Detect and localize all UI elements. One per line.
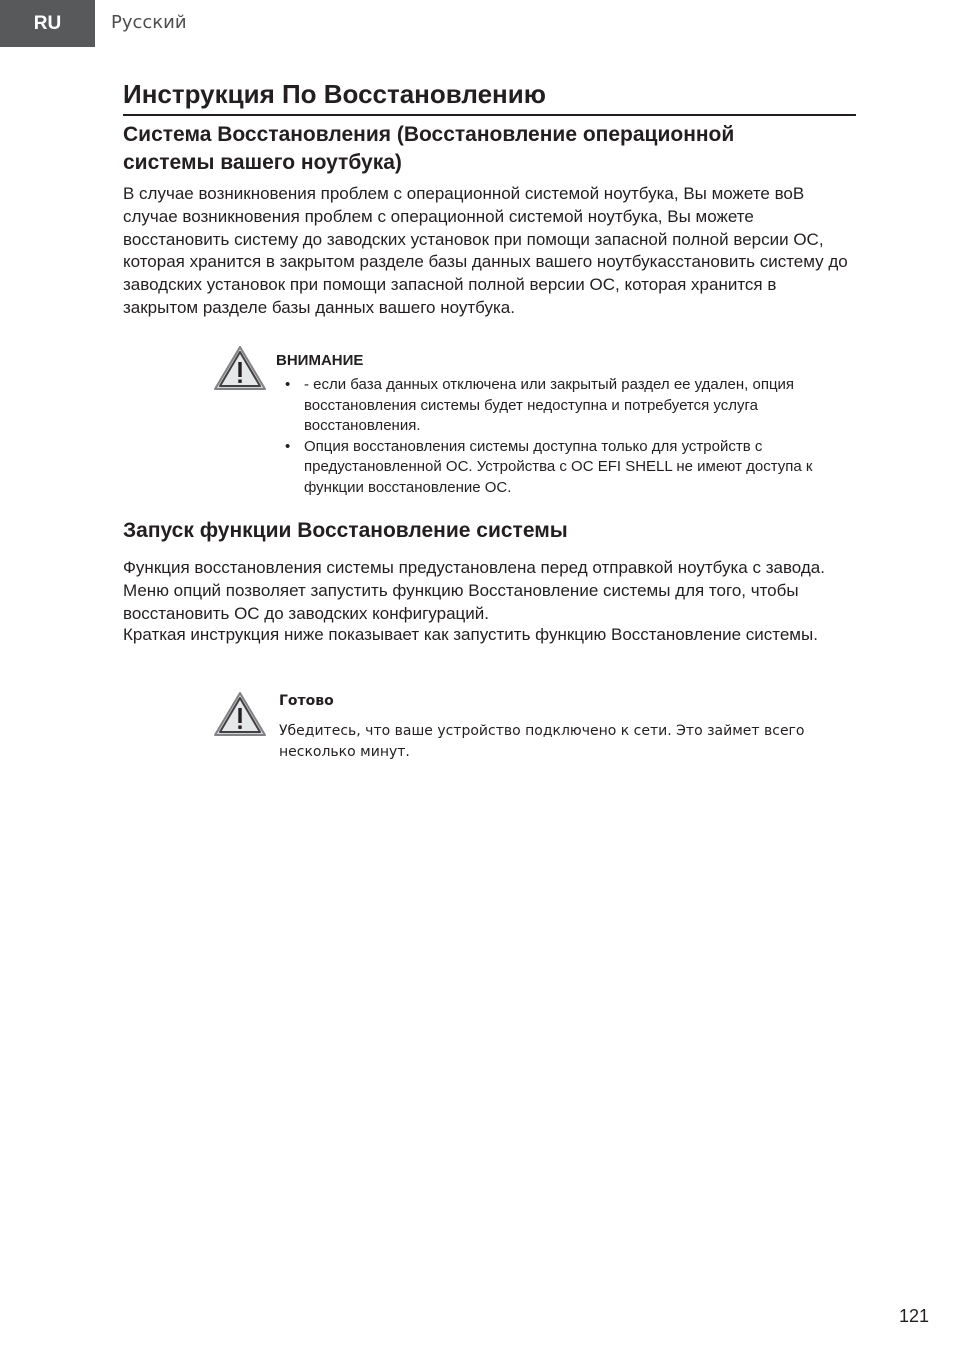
- warning-triangle-icon: [213, 345, 267, 391]
- page-title: Инструкция По Восстановлению: [123, 79, 546, 109]
- title-divider: [123, 114, 856, 116]
- warning-triangle-icon: [213, 691, 267, 737]
- ready-text: Убедитесь, что ваше устройство подключено к сети. Это займет всего несколько минут.: [279, 723, 805, 760]
- subsection-title: Запуск функции Восстановление системы: [123, 519, 568, 542]
- bullet-mark: •: [285, 376, 291, 393]
- section-title: Система Восстановления (Восстановление операционной системы вашего ноутбука): [123, 123, 735, 174]
- list-item-text: Опция восстановления системы доступна только для устройств с предустановленной ОС. Устройства с ОС EFI SHELL не имеют доступа к функции восстановление ОС.: [304, 437, 813, 496]
- section-paragraph: В случае возникновения проблем с операционной системой ноутбука, Вы можете воВ случае возникновения проблем с операционной системой ноутбука, Вы можете восстановить систему до заводских установок при помощи запасной полной версии ОС, которая хранится в закрытом разделе базы данных вашего ноутбукасстановить систему до заводских установок при помощи запасной полной версии ОС, которая хранится в закрытом разделе базы данных вашего ноутбука.: [123, 184, 848, 317]
- subsection-paragraph: Функция восстановления системы предустановлена перед отправкой ноутбука с завода. Меню опций позволяет запустить функцию Восстановление системы для того, чтобы восстановить ОС до заводских конфигураций.: [123, 558, 825, 623]
- list-item-text: - если база данных отключена или закрытый раздел ее удален, опция восстановления системы будет недоступна и потребуется услуга восстановления.: [304, 376, 795, 434]
- ready-heading: Готово: [279, 693, 334, 709]
- warning-list: [285, 375, 850, 498]
- language-tab: RU: [0, 0, 95, 47]
- bullet-mark: •: [285, 437, 291, 455]
- list-item: [285, 437, 850, 499]
- list-item: [285, 375, 850, 437]
- page-number: 121: [899, 1306, 930, 1326]
- subsection-paragraph-short: Краткая инструкция ниже показывает как запустить функцию Восстановление системы.: [123, 625, 818, 644]
- warning-heading: ВНИМАНИЕ: [276, 352, 364, 369]
- language-name: Русский: [111, 12, 187, 33]
